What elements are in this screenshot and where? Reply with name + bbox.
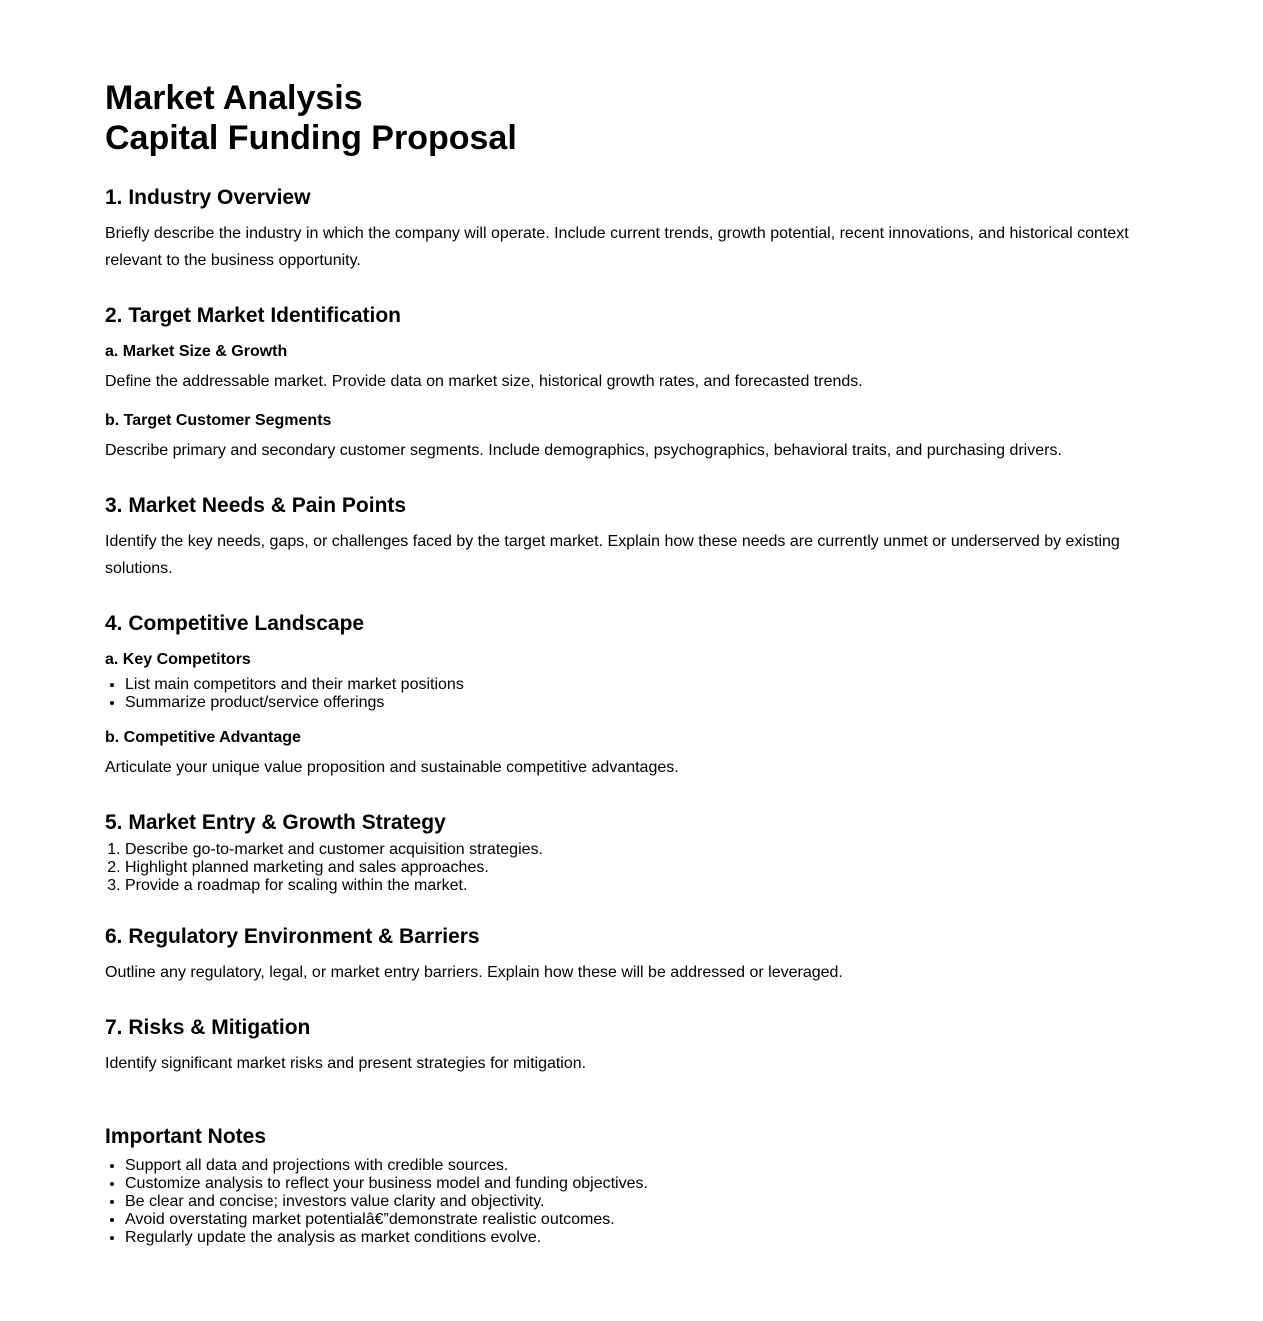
section-heading: 2. Target Market Identification	[105, 304, 401, 327]
subsection-body: Articulate your unique value proposition and sustainable competitive advantages.	[105, 759, 679, 776]
section-heading: 7. Risks & Mitigation	[105, 1016, 311, 1039]
list-item: • List main competitors and their market positions	[125, 676, 1135, 694]
section-target-market	[105, 304, 1135, 464]
strategy-list	[105, 841, 1135, 895]
section-heading: 5. Market Entry & Growth Strategy	[105, 811, 446, 834]
subsection-market-size	[105, 342, 1135, 395]
section-heading: 1. Industry Overview	[105, 186, 311, 209]
list-item: • Summarize product/service offerings	[125, 694, 1135, 712]
section-heading: 6. Regulatory Environment & Barriers	[105, 925, 480, 948]
competitors-list	[105, 676, 1135, 712]
list-item: • Avoid overstating market potentialâ€”demonstrate realistic outcomes.	[125, 1211, 1135, 1229]
subsection-heading: b. Competitive Advantage	[105, 729, 301, 746]
important-notes	[105, 1125, 1135, 1247]
section-industry-overview	[105, 186, 1135, 274]
section-body: Identify the key needs, gaps, or challenges faced by the target market. Explain how these needs are currently unmet or underserved by existing solutions.	[105, 533, 1120, 577]
list-item: • Regularly update the analysis as market conditions evolve.	[125, 1229, 1135, 1247]
section-regulatory	[105, 925, 1135, 986]
list-item: 1. Describe go-to-market and customer acquisition strategies.	[125, 841, 1135, 859]
notes-heading: Important Notes	[105, 1125, 267, 1148]
list-item: • Be clear and concise; investors value clarity and objectivity.	[125, 1193, 1135, 1211]
list-item: 3. Provide a roadmap for scaling within the market.	[125, 877, 1135, 895]
section-risks	[105, 1016, 1135, 1077]
subsection-body: Describe primary and secondary customer segments. Include demographics, psychographics, behavioral traits, and purchasing drivers.	[105, 442, 1062, 459]
section-heading: 4. Competitive Landscape	[105, 612, 365, 635]
notes-list	[105, 1157, 1135, 1247]
document-title	[105, 78, 1135, 158]
title-line-1: Market Analysis	[105, 79, 363, 117]
subsection-competitive-advantage	[105, 728, 1135, 781]
section-body: Identify significant market risks and present strategies for mitigation.	[105, 1055, 587, 1072]
section-body: Outline any regulatory, legal, or market entry barriers. Explain how these will be addressed or leveraged.	[105, 964, 843, 981]
section-market-needs	[105, 494, 1135, 582]
list-item: 2. Highlight planned marketing and sales approaches.	[125, 859, 1135, 877]
title-line-2: Capital Funding Proposal	[105, 119, 517, 157]
subsection-customer-segments	[105, 411, 1135, 464]
section-heading: 3. Market Needs & Pain Points	[105, 494, 407, 517]
subsection-heading: a. Market Size & Growth	[105, 343, 288, 360]
section-market-entry	[105, 811, 1135, 895]
subsection-body: Define the addressable market. Provide data on market size, historical growth rates, and forecasted trends.	[105, 373, 863, 390]
list-item: • Customize analysis to reflect your business model and funding objectives.	[125, 1175, 1135, 1193]
section-body: Briefly describe the industry in which the company will operate. Include current trends, growth potential, recent innovations, and historical context relevant to the business opportunity.	[105, 225, 1129, 269]
subsection-heading: b. Target Customer Segments	[105, 412, 332, 429]
subsection-heading: a. Key Competitors	[105, 651, 251, 668]
subsection-key-competitors	[105, 650, 1135, 712]
section-competitive-landscape	[105, 612, 1135, 781]
list-item: • Support all data and projections with credible sources.	[125, 1157, 1135, 1175]
